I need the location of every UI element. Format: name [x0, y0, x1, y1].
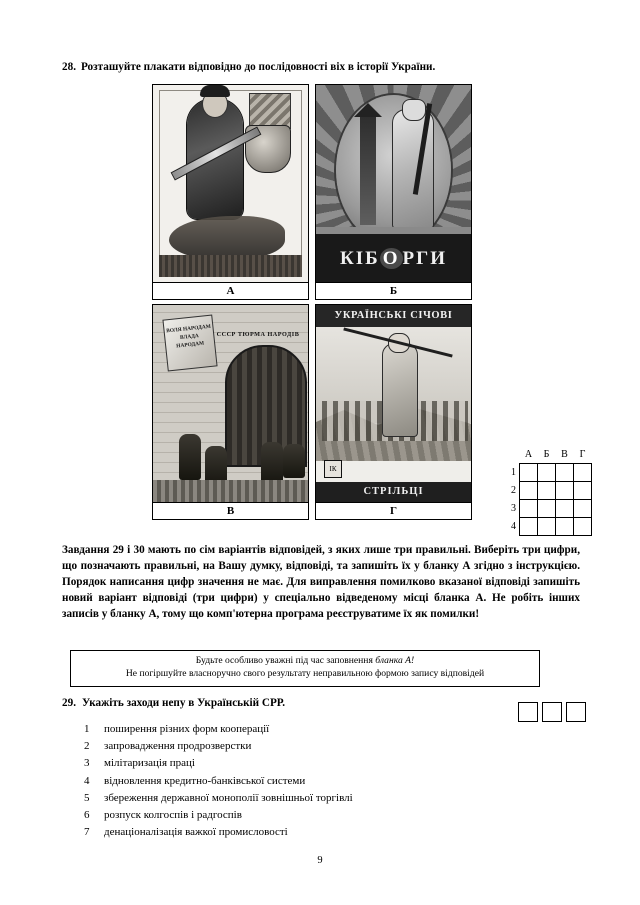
- poster-g-title-bottom: СТРІЛЬЦІ: [316, 482, 471, 502]
- poster-g-label: Г: [390, 505, 397, 517]
- poster-g-image: [316, 305, 471, 503]
- warning-line-1: [77, 655, 533, 668]
- poster-option-a[interactable]: [152, 84, 309, 300]
- poster-option-b[interactable]: [315, 84, 472, 300]
- option-1[interactable]: [84, 721, 514, 738]
- grid-cell-3g[interactable]: [574, 499, 592, 517]
- option-5-text: збереження державної монополії зовнішньої торгівлі: [104, 791, 353, 804]
- grid-cell-2b[interactable]: [538, 481, 556, 499]
- poster-a-image: [153, 85, 308, 283]
- grid-row-header-4: 4: [511, 520, 516, 532]
- grid-corner: [504, 446, 520, 463]
- poster-v-worker: [283, 444, 305, 478]
- poster-a-ground: [159, 255, 302, 277]
- poster-b-title-o: О: [380, 248, 403, 269]
- question-28-prompt: [62, 60, 582, 75]
- poster-row-bottom: [152, 304, 472, 524]
- option-7-text: денаціоналізація важкої промисловості: [104, 826, 288, 839]
- option-2-text: запровадження продрозверстки: [104, 740, 252, 753]
- poster-a-hat: [200, 85, 230, 97]
- poster-a-label: А: [226, 285, 235, 297]
- grid-col-header-g: Г: [579, 448, 586, 460]
- poster-a-banner: [249, 93, 291, 129]
- grid-cell-2v[interactable]: [556, 481, 574, 499]
- warning-line-2: Не погіршуйте власноручно свого результату неправильною формою запису відповідей: [125, 667, 485, 679]
- grid-cell-4b[interactable]: [538, 517, 556, 535]
- question-29-number: 29.: [62, 697, 76, 709]
- answer-box-3[interactable]: [566, 702, 586, 722]
- grid-cell-1b[interactable]: [538, 463, 556, 481]
- grid-row-header-3: 3: [511, 502, 516, 514]
- grid-cell-4g[interactable]: [574, 517, 592, 535]
- grid-row-header-1: 1: [511, 466, 516, 478]
- poster-v-worker: [261, 442, 283, 484]
- poster-b-soldier-head: [402, 99, 426, 121]
- poster-b-label: Б: [389, 285, 398, 297]
- warning-line-1-prefix: Будьте особливо уважні під час заповнення: [195, 655, 376, 666]
- answer-box-1[interactable]: [518, 702, 538, 722]
- option-4[interactable]: [84, 773, 514, 790]
- poster-grid: [152, 84, 472, 524]
- poster-g-soldier: [382, 343, 418, 437]
- option-7[interactable]: [84, 824, 514, 841]
- question-29-answer-boxes[interactable]: [518, 702, 586, 722]
- grid-cell-1a[interactable]: [520, 463, 538, 481]
- option-7-number: 7: [84, 826, 90, 839]
- option-6[interactable]: [84, 807, 514, 824]
- option-2[interactable]: [84, 738, 514, 755]
- question-29-text: Укажіть заходи непу в Українській СРР.: [81, 697, 286, 709]
- instructions-paragraph: Завдання 29 і 30 мають по сім варіантів відповідей, з яких лише три правильні. Виберіть три цифри, що позначають правильні, на Вашу думку, відповіді, та запишіть їх у бланку А згідно з інструкцією. Порядок написання цифр значення не має. Для виправлення помилково вказаної відповіді запишіть новий варіант відповіді (три цифри) у спеціально відведеному місці бланка А. Не робіть інших записів у бланку А, тому що комп'ютерна програма реєструватиме їх як помилки!: [62, 544, 580, 620]
- poster-b-title: [316, 248, 471, 270]
- grid-cell-3a[interactable]: [520, 499, 538, 517]
- poster-v-ground: [153, 480, 308, 502]
- option-2-number: 2: [84, 740, 90, 753]
- poster-b-image: [316, 85, 471, 283]
- answer-box-2[interactable]: [542, 702, 562, 722]
- option-4-text: відновлення кредитно-банківської системи: [104, 774, 306, 787]
- poster-b-title-part1: КІБ: [340, 248, 380, 269]
- page-number: 9: [317, 855, 323, 866]
- poster-v-banner: [162, 315, 217, 372]
- grid-row-header-2: 2: [511, 484, 516, 496]
- warning-box: [70, 650, 540, 687]
- question-29-prompt: [62, 697, 492, 709]
- grid-col-header-a: А: [524, 448, 533, 460]
- poster-g-title-top: УКРАЇНСЬКІ СІЧОВІ: [316, 305, 471, 327]
- option-1-text: поширення різних форм кооперації: [104, 723, 270, 735]
- option-5[interactable]: [84, 790, 514, 807]
- grid-cell-3v[interactable]: [556, 499, 574, 517]
- grid-cell-1v[interactable]: [556, 463, 574, 481]
- poster-v-label: В: [226, 505, 235, 517]
- grid-cell-2g[interactable]: [574, 481, 592, 499]
- grid-cell-2a[interactable]: [520, 481, 538, 499]
- question-28-answer-grid[interactable]: [504, 446, 592, 536]
- poster-v-banner-text: ВОЛЯ НАРОДАМ ВЛАДА НАРОДАМ: [165, 323, 212, 350]
- poster-v-image: [153, 305, 308, 503]
- option-5-number: 5: [84, 791, 90, 804]
- poster-row-top: [152, 84, 472, 304]
- question-29-options: [84, 721, 514, 841]
- grid-col-header-v: В: [561, 448, 568, 460]
- option-6-number: 6: [84, 809, 90, 822]
- option-3-text: мілітаризація праці: [104, 757, 195, 770]
- option-1-number: 1: [84, 723, 90, 735]
- grid-cell-3b[interactable]: [538, 499, 556, 517]
- poster-b-title-part2: РГИ: [402, 248, 447, 269]
- poster-b-airport-tower: [360, 115, 376, 225]
- grid-cell-1g[interactable]: [574, 463, 592, 481]
- warning-line-1-italic: бланка А!: [375, 655, 415, 666]
- poster-option-v[interactable]: [152, 304, 309, 520]
- grid-cell-4a[interactable]: [520, 517, 538, 535]
- poster-g-stamp: ІК: [324, 460, 342, 478]
- poster-v-gate-text: СССР ТЮРМА НАРОДІВ: [216, 331, 300, 338]
- question-28-text: Розташуйте плакати відповідно до послідовності віх в історії України.: [80, 61, 436, 73]
- poster-b-stripe: [316, 227, 471, 234]
- poster-option-g[interactable]: [315, 304, 472, 520]
- question-28-number: 28.: [62, 61, 76, 73]
- poster-a-dragon: [169, 216, 285, 260]
- grid-col-header-b: Б: [543, 448, 550, 460]
- option-3-number: 3: [84, 757, 90, 770]
- grid-cell-4v[interactable]: [556, 517, 574, 535]
- option-6-text: розпуск колгоспів і радгоспів: [104, 809, 242, 822]
- option-3[interactable]: [84, 755, 514, 772]
- option-4-number: 4: [84, 774, 90, 787]
- poster-v-worker: [179, 434, 201, 480]
